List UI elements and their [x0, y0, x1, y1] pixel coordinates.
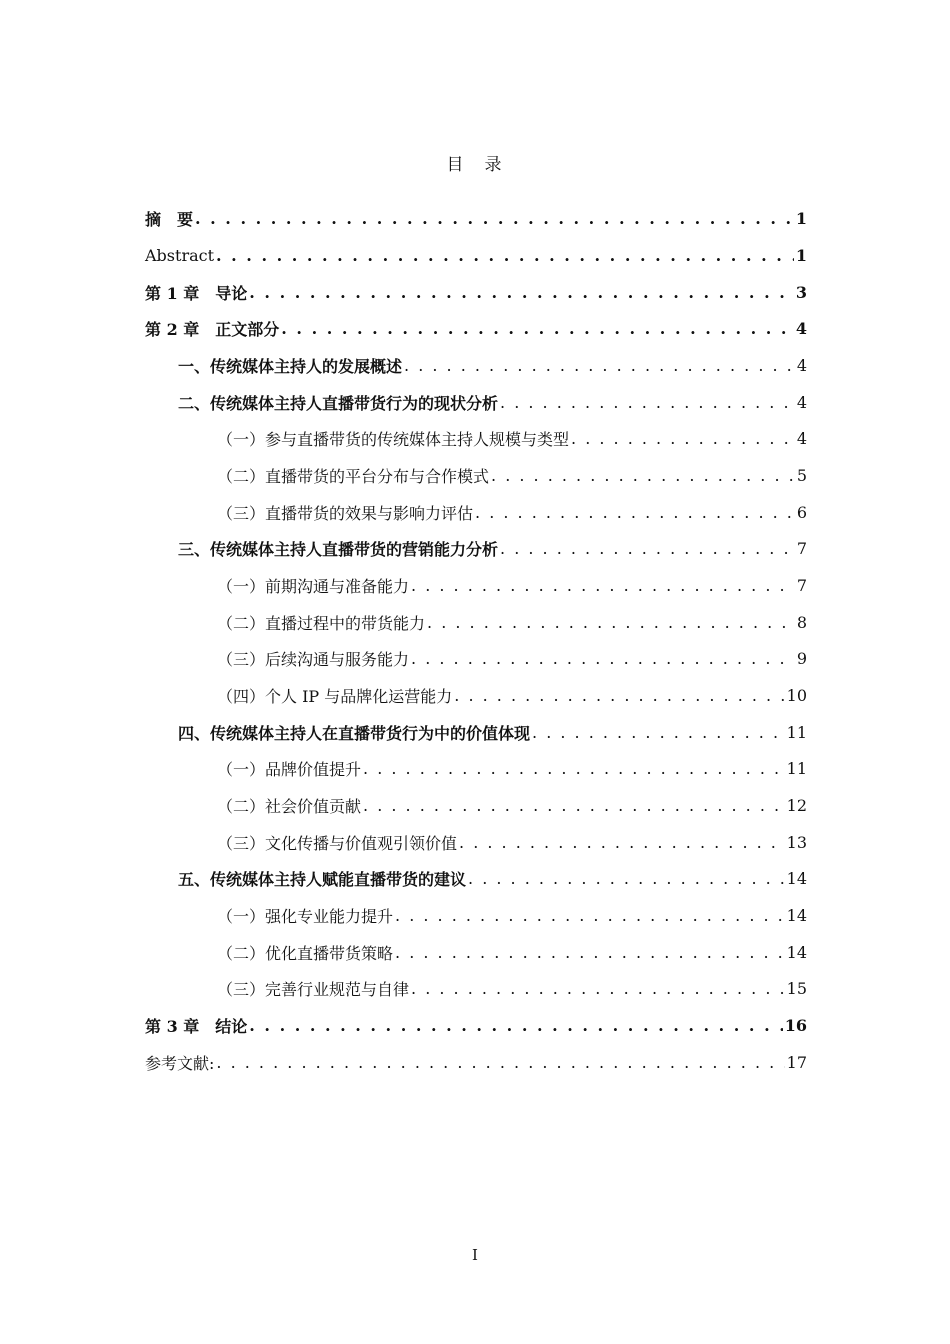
- toc-entry-page: 14: [786, 905, 807, 925]
- toc-entry-page: 6: [796, 502, 807, 522]
- toc-leader-dots: [395, 943, 785, 962]
- toc-leader-dots: [427, 613, 795, 632]
- toc-leader-dots: [468, 869, 785, 888]
- toc-entry-label: （二）直播过程中的带货能力: [217, 613, 426, 633]
- toc-entry-page: 4: [795, 318, 807, 338]
- toc-entry-subsection[interactable]: [217, 607, 807, 637]
- toc-entry-page: 4: [796, 392, 807, 412]
- toc-entry-label: （一）参与直播带货的传统媒体主持人规模与类型: [217, 429, 570, 449]
- toc-leader-dots: [459, 833, 785, 852]
- toc-entry-label: 第 1 章 导论: [145, 283, 248, 303]
- toc-entry-section-4[interactable]: [178, 717, 807, 747]
- toc-entry-label: （二）社会价值贡献: [217, 796, 362, 816]
- toc-entry-page: 16: [784, 1015, 807, 1035]
- toc-entry-page: 11: [786, 722, 807, 742]
- toc-entry-label: （一）品牌价值提升: [217, 759, 362, 779]
- toc-entry-page: 1: [795, 208, 807, 228]
- toc-entry-subsection[interactable]: [217, 680, 807, 710]
- toc-leader-dots: [404, 356, 795, 375]
- toc-entry-subsection[interactable]: [217, 643, 807, 673]
- toc-entry-page: 7: [796, 538, 807, 558]
- toc-leader-dots: [500, 539, 795, 558]
- toc-entry-page: 8: [796, 612, 807, 632]
- toc-leader-dots: [216, 246, 794, 265]
- toc-leader-dots: [411, 649, 795, 668]
- toc-entry-label: 四、传统媒体主持人在直播带货行为中的价值体现: [178, 723, 531, 743]
- toc-leader-dots: [281, 319, 794, 338]
- toc-leader-dots: [571, 429, 795, 448]
- toc-entry-subsection[interactable]: [217, 423, 807, 453]
- toc-entry-label: （三）直播带货的效果与影响力评估: [217, 503, 474, 523]
- toc-leader-dots: [491, 466, 795, 485]
- toc-entry-page: 13: [786, 832, 807, 852]
- toc-entry-subsection[interactable]: [217, 753, 807, 783]
- toc-entry-section-5[interactable]: [178, 863, 807, 893]
- toc-entry-subsection[interactable]: [217, 497, 807, 527]
- toc-leader-dots: [363, 759, 785, 778]
- toc-entry-page: 1: [795, 245, 807, 265]
- toc-entry-section-2[interactable]: [178, 387, 807, 417]
- toc-entry-abstract-en[interactable]: [145, 240, 807, 270]
- toc-entry-subsection[interactable]: [217, 460, 807, 490]
- toc-entry-subsection[interactable]: [217, 937, 807, 967]
- toc-entry-subsection[interactable]: [217, 827, 807, 857]
- toc-entry-page: 9: [796, 648, 807, 668]
- toc-entry-page: 7: [796, 575, 807, 595]
- toc-entry-label: 参考文献:: [145, 1053, 215, 1073]
- toc-leader-dots: [249, 283, 794, 302]
- toc-leader-dots: [411, 979, 785, 998]
- toc-leader-dots: [532, 723, 785, 742]
- toc-entry-label: （三）后续沟通与服务能力: [217, 649, 410, 669]
- toc-entry-label: （一）强化专业能力提升: [217, 906, 394, 926]
- toc-entry-subsection[interactable]: [217, 900, 807, 930]
- toc-entry-section-1[interactable]: [178, 350, 807, 380]
- toc-entry-label: 一、传统媒体主持人的发展概述: [178, 356, 403, 376]
- toc-entry-page: 11: [786, 758, 807, 778]
- toc-leader-dots: [475, 503, 795, 522]
- toc-entry-page: 14: [786, 942, 807, 962]
- toc-title: 目 录: [446, 155, 504, 175]
- toc-entry-label: （一）前期沟通与准备能力: [217, 576, 410, 596]
- toc-entry-subsection[interactable]: [217, 973, 807, 1003]
- toc-entry-section-3[interactable]: [178, 533, 807, 563]
- toc-entry-page: 4: [796, 355, 807, 375]
- toc-leader-dots: [411, 576, 795, 595]
- toc-entry-page: 17: [786, 1052, 807, 1072]
- toc-entry-page: 4: [796, 428, 807, 448]
- toc-entry-label: Abstract: [145, 245, 215, 265]
- toc-entry-label: 第 3 章 结论: [145, 1016, 248, 1036]
- toc-leader-dots: [216, 1053, 784, 1072]
- toc-entry-page: 5: [796, 465, 807, 485]
- toc-leader-dots: [195, 209, 794, 228]
- toc-entry-label: 第 2 章 正文部分: [145, 319, 280, 339]
- toc-entry-subsection[interactable]: [217, 570, 807, 600]
- toc-entry-label: 摘 要: [145, 209, 194, 229]
- toc-leader-dots: [454, 686, 784, 705]
- toc-entry-references[interactable]: [145, 1047, 807, 1077]
- toc-leader-dots: [363, 796, 785, 815]
- toc-entry-chapter-1[interactable]: [145, 277, 807, 307]
- toc-entry-subsection[interactable]: [217, 790, 807, 820]
- page-number: I: [472, 1246, 478, 1264]
- toc-entry-label: 五、传统媒体主持人赋能直播带货的建议: [178, 869, 467, 889]
- toc-entry-label: （四）个人 IP 与品牌化运营能力: [217, 686, 453, 706]
- toc-leader-dots: [395, 906, 785, 925]
- toc-entry-chapter-2[interactable]: [145, 313, 807, 343]
- toc-entry-page: 14: [786, 868, 807, 888]
- toc-leader-dots: [500, 393, 795, 412]
- toc-entry-label: （二）优化直播带货策略: [217, 943, 394, 963]
- toc-entry-label: （三）文化传播与价值观引领价值: [217, 833, 458, 853]
- toc-entry-page: 3: [795, 282, 807, 302]
- toc-entry-chapter-3[interactable]: [145, 1010, 807, 1040]
- toc-entry-page: 15: [786, 978, 807, 998]
- toc-entry-label: 二、传统媒体主持人直播带货行为的现状分析: [178, 393, 499, 413]
- toc-entry-label: （三）完善行业规范与自律: [217, 979, 410, 999]
- toc-leader-dots: [249, 1016, 782, 1035]
- toc-entry-label: 三、传统媒体主持人直播带货的营销能力分析: [178, 539, 499, 559]
- toc-entry-label: （二）直播带货的平台分布与合作模式: [217, 466, 490, 486]
- toc-entry-page: 10: [786, 685, 807, 705]
- toc-entry-abstract-cn[interactable]: [145, 203, 807, 233]
- toc-entry-page: 12: [786, 795, 807, 815]
